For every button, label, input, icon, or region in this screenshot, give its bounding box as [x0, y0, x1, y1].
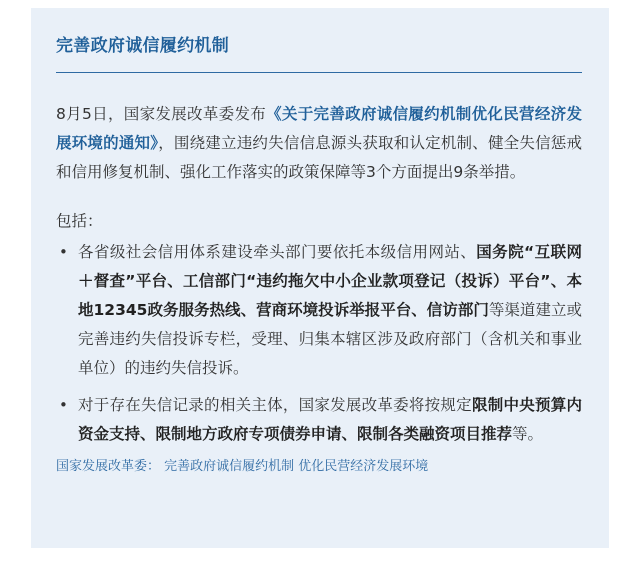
item-text: 对于存在失信记录的相关主体，国家发展改革委将按规定	[78, 396, 472, 414]
bullet-icon: •	[59, 396, 68, 414]
measures-list	[56, 238, 582, 449]
title-divider	[56, 72, 582, 73]
notice-title-link: 《关于完善政府诚信履约机制优化民营经济发展环境的通知》	[56, 105, 582, 152]
list-label: 包括：	[56, 212, 103, 230]
item-text: 等渠道建立或完善违约失信投诉专栏，受理、归集本辖区涉及政府部门（含机关和事业单位）的违约失信投诉。	[78, 301, 582, 377]
intro-lead: 8月5日，国家发展改革委发布	[56, 105, 267, 123]
panel-title: 完善政府诚信履约机制	[56, 36, 229, 56]
bullet-icon: •	[59, 243, 68, 261]
list-item	[56, 391, 582, 449]
item-text: 各省级社会信用体系建设牵头部门要依托本级信用网站、	[78, 243, 477, 261]
item-emphasis: 限制中央预算内资金支持、限制地方政府专项债券申请、限制各类融资项目推荐	[78, 396, 582, 443]
item-emphasis: 国务院“互联网＋督查”平台、工信部门“违约拖欠中小企业款项登记（投诉）平台”、本地12345政务服务热线、营商环境投诉举报平台、信访部门	[78, 243, 582, 319]
list-item	[56, 238, 582, 383]
source-caption: 国家发展改革委： 完善政府诚信履约机制 优化民营经济发展环境	[56, 459, 429, 474]
info-panel	[31, 8, 609, 548]
item-text: 等。	[512, 425, 544, 443]
intro-rest: ，围绕建立违约失信信息源头获取和认定机制、健全失信惩戒和信用修复机制、强化工作落实的政策保障等3个方面提出9条举措。	[56, 134, 582, 181]
intro-paragraph	[56, 100, 582, 187]
